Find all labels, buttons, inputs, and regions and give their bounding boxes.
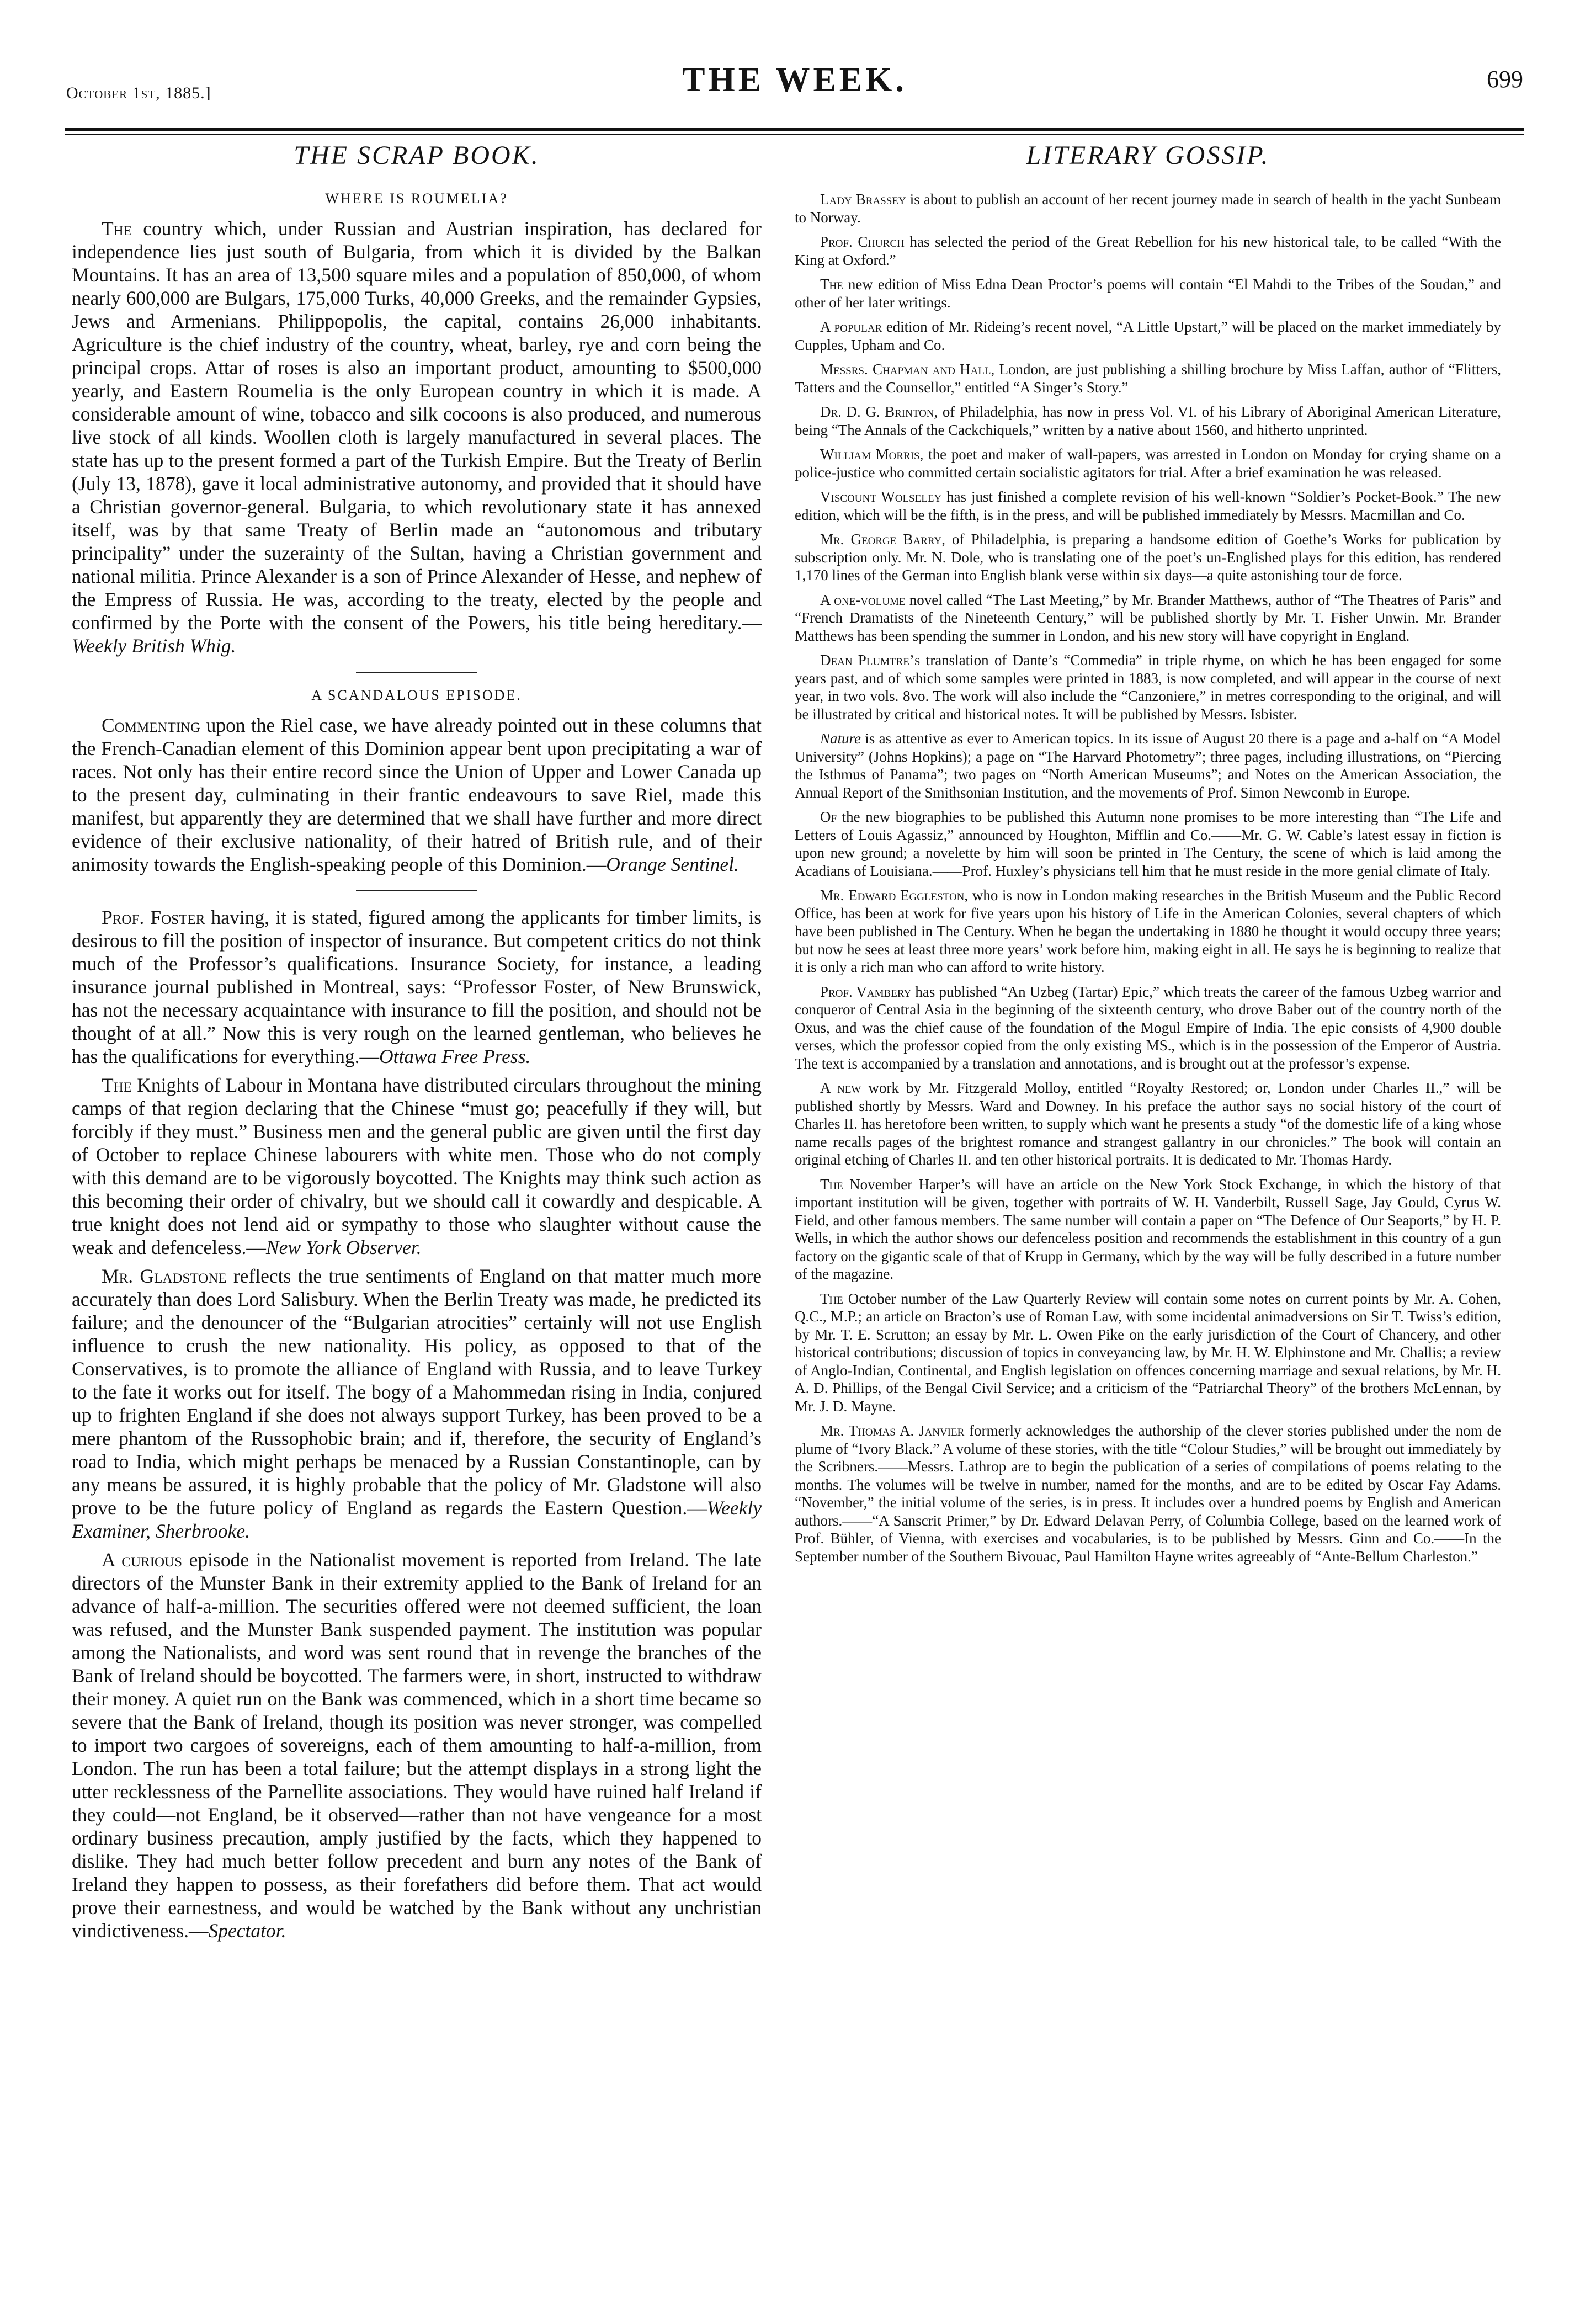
publication-title: THE WEEK. xyxy=(682,61,907,99)
gossip-item: Prof. Church has selected the period of the Great Rebellion for his new historical tale, to be called “With the King at Oxford.” xyxy=(795,233,1501,268)
separator-rule xyxy=(356,672,477,673)
scrap-book-column xyxy=(72,138,762,2279)
article-heading-roumelia: WHERE IS ROUMELIA? xyxy=(325,190,508,206)
article-roumelia: The country which, under Russian and Austrian inspiration, has declared for independence lies just south of Bulgaria, from which it is divided by the Balkan Mountains. It has an area of 13,500 square miles and a population of 850,000, of whom nearly 600,000 are Bulgars, 175,000 Turks, 40,000 Greeks, and the remainder Gypsies, Jews and Armenians. Philippopolis, the capital, contains 26,000 inhabitants. Agriculture is the chief industry of the country, wheat, barley, rye and corn being the principal crops. Attar of roses is also an important product, amounting to $500,000 yearly, and Eastern Roumelia is the only European country in which it is made. A considerable amount of wine, tobacco and silk cocoons is also produced, and numerous live stock of all kinds. Woollen cloth is largely manufactured in several places. The state has up to the present formed a part of the Turkish Empire. But the Treaty of Berlin (July 13, 1878), gave it local administrative autonomy, and provided that it should have a Christian governor-general. Bulgaria, to which revolutionary state it has annexed itself, was by that same Treaty of Berlin made an “autonomous and tributary principality” under the suzerainty of the Sultan, having a Christian government and national militia. Prince Alexander is a son of Prince Alexander of Hesse, and nephew of the Empress of Russia. He was, according to the treaty, elected by the people and confirmed by the Porte with the consent of the Powers, his title being hereditary.—Weekly British Whig. xyxy=(72,217,762,657)
gossip-item: The October number of the Law Quarterly Review will contain some notes on current points by Mr. A. Cohen, Q.C., M.P.; an article on Bracton’s use of Roman Law, with some incidental animadversions on Sir T. Twiss’s edition, by Mr. T. E. Scrutton; an essay by Mr. L. Owen Pike on the early jurisdiction of the Court of Chancery, and other historical contributions; discussion of topics in conveyancing law, by Mr. H. W. Elphinstone and Mr. Challis; a review of Anglo-Indian, Continental, and English legislation on offences concerning marriage and sexual relations, by Mr. H. A. D. Phillips, of the Bengal Civil Service; and a criticism of the “Patriarchal Theory” of the brothers McLennan, by Mr. J. D. Mayne. xyxy=(795,1290,1501,1415)
gossip-item: Mr. Edward Eggleston, who is now in London making researches in the British Museum and the Public Record Office, has been at work for five years upon his history of Life in the American Colonies, several chapters of which have been published in The Century. When he began the undertaking in 1880 he thought it would occupy three years; but now he sees at least three more years’ work before him, making eight in all. He says he is beginning to realize that it is only a rich man who can afford to write history. xyxy=(795,887,1501,975)
page-header xyxy=(66,61,1523,121)
article-knights-of-labour: The Knights of Labour in Montana have distributed circulars throughout the mining camps of that region declaring that the Chinese “must go; peacefully if they will, but forcibly if they must.” Business men and the general public are given until the first day of October to replace Chinese labourers with white men. Those who do not comply with this demand are to be vigorously boycotted. The Knights may think such action as this becoming their order of chivalry, but we should call it cowardly and despicable. A true knight does not lend aid or sympathy to those who slaughter without cause the weak and defenceless.—New York Observer. xyxy=(72,1074,762,1258)
article-gladstone: Mr. Gladstone reflects the true sentiments of England on that matter much more accurately than does Lord Salisbury. When the Berlin Treaty was made, he predicted its failure; and the denouncer of the “Bulgarian atrocities” certainly will not use English influence to crush the new nationality. His policy, as opposed to that of the Conservatives, is to promote the alliance of England with Russia, and to leave Turkey to the fate it works out for itself. The bogy of a Mahommedan rising in India, conjured up to frighten England if she does not always support Turkey, has been proved to be a mere phantom of the Russophobic brain; and if, therefore, the security of England’s road to India, which might perhaps be menaced by a Russian Constantinople, can by any means be assured, it is highly probable that the policy of Mr. Gladstone will also prove to be the future policy of England as regards the Eastern Question.—Weekly Examiner, Sherbrooke. xyxy=(72,1265,762,1542)
gossip-item: Dean Plumtre’s translation of Dante’s “Commedia” in triple rhyme, on which he has been engaged for some years past, and of which some samples were printed in 1883, is now completed, and will appear in the course of next year, in two vols. 8vo. The work will also include the “Canzoniere,” in metres corresponding to the original, and will be illustrated by critical and historical notes. It will be published by Messrs. Isbister. xyxy=(795,652,1501,722)
scrap-book-title: THE SCRAP BOOK. xyxy=(294,141,540,170)
gossip-item: Lady Brassey is about to publish an account of her recent journey made in search of health in the yacht Sunbeam to Norway. xyxy=(795,191,1501,226)
gossip-item: Nature is as attentive as ever to American topics. In its issue of August 20 there is a page and a-half on “A Model University” (Johns Hopkins); a page on “The Harvard Photometry”; three pages, including illustrations, on “Piercing the Isthmus of Panama”; two pages on “North American Museums”; and Notes on the American Association, the Annual Report of the Smithsonian Institution, and the movements of Prof. Simon Newcomb in Europe. xyxy=(795,730,1501,801)
gossip-item: The new edition of Miss Edna Dean Proctor’s poems will contain “El Mahdi to the Tribes of the Soudan,” and other of her later writings. xyxy=(795,276,1501,311)
gossip-item: Of the new biographies to be published this Autumn none promises to be more interesting than “The Life and Letters of Louis Agassiz,” announced by Houghton, Mifflin and Co.——Mr. G. W. Cable’s latest essay in fiction is upon new ground; a novelette by him will soon be printed in The Century, the scene of which is laid among the Acadians of Louisiana.——Prof. Huxley’s physicians tell him that he must reside in the more genial climate of Italy. xyxy=(795,809,1501,879)
gossip-item: William Morris, the poet and maker of wall-papers, was arrested in London on Monday for crying shame on a police-justice who committed certain socialistic agitators for trial. After a brief examination he was released. xyxy=(795,446,1501,481)
gossip-item: Mr. George Barry, of Philadelphia, is preparing a handsome edition of Goethe’s Works for publication by subscription only. Mr. N. Dole, who is translating one of the poet’s un-Englished plays for this edition, has rendered 1,170 lines of the German into English blank verse within six days—a quite astonishing tour de force. xyxy=(795,531,1501,583)
gossip-item: Prof. Vambery has published “An Uzbeg (Tartar) Epic,” which treats the career of the famous Uzbeg warrior and conqueror of Central Asia in the beginning of the sixteenth century, who drove Baber out of the country north of the Oxus, and was the chief cause of the foundation of the Mogul Empire of India. The epic consists of 4,900 double verses, which the professor copied from the only existing MS., which is in the possession of the Emperor of Austria. The text is accompanied by a translation and annotations, and is brought out at the professor’s expense. xyxy=(795,983,1501,1072)
gossip-item: A popular edition of Mr. Rideing’s recent novel, “A Little Upstart,” will be placed on the market immediately by Cupples, Upham and Co. xyxy=(795,318,1501,353)
gossip-item: Mr. Thomas A. Janvier formerly acknowledges the authorship of the clever stories published under the nom de plume of “Ivory Black.” A volume of these stories, with the title “Colour Studies,” will be brought out immediately by the Scribners.——Messrs. Lathrop are to begin the publication of a series of compilations of poems relating to the months. The volumes will be twelve in number, named for the months, and are to be edited by Oscar Fay Adams. “November,” the initial volume of the series, is in press. It includes over a hundred poems by English and American authors.——“A Sanscrit Primer,” by Dr. Edward Delavan Perry, of Columbia College, based on the learned work of Prof. Bühler, of Vienna, with exercises and vocabularies, is to be published by Messrs. Ginn and Co.——In the September number of the Southern Bivouac, Paul Hamilton Hayne writes agreeably of “Ante-Bellum Charleston.” xyxy=(795,1422,1501,1565)
issue-date: October 1st, 1885.] xyxy=(66,84,211,102)
gossip-item: A new work by Mr. Fitzgerald Molloy, entitled “Royalty Restored; or, London under Charles II.,” will be published shortly by Messrs. Ward and Downey. In his preface the author says no social history of the court of Charles II. has heretofore been written, to supply which want he presents a study “of the domestic life of a king whose name recalls pages of the brightest romance and strangest gallantry in our chronicles.” The book will contain an original etching of Charles II. and ten other historical portraits. It is dedicated to Mr. Thomas Hardy. xyxy=(795,1080,1501,1168)
gossip-item: Messrs. Chapman and Hall, London, are just publishing a shilling brochure by Miss Laffan, author of “Flitters, Tatters and the Counsellor,” entitled “A Singer’s Story.” xyxy=(795,361,1501,396)
header-rule-thin xyxy=(65,134,1524,135)
article-munster-bank: A curious episode in the Nationalist movement is reported from Ireland. The late directors of the Munster Bank in their extremity applied to the Bank of Ireland for an advance of half-a-million. The securities offered were not deemed sufficient, the loan was refused, and the Munster Bank suspended payment. The institution was popular among the Nationalists, and word was sent round that in revenge the branches of the Bank of Ireland should be boycotted. The farmers were, in short, instructed to withdraw their money. A quiet run on the Bank was commenced, which in a short time became so severe that the Bank of Ireland, though its position was never stronger, was compelled to import two cargoes of sovereigns, each of them amounting to half-a-million, from London. The run has been a total failure; but the attempt displays in a strong light the utter recklessness of the Parnellite associations. They would have ruined half Ireland if they could—not England, be it observed—rather than not have vengeance for a most ordinary business precaution, amply justified by the facts, which they happened to dislike. They had much better follow precedent and burn any notes of the Bank of Ireland they happen to possess, as their forefathers did before them. That act would prove their earnestness, and would be watched by the Bank without any unchristian vindictiveness.—Spectator. xyxy=(72,1549,762,1942)
separator-rule xyxy=(356,890,477,891)
literary-gossip-column xyxy=(795,138,1501,2279)
literary-gossip-title: LITERARY GOSSIP. xyxy=(1026,141,1270,170)
article-heading-scandalous: A SCANDALOUS EPISODE. xyxy=(311,687,522,703)
page-number: 699 xyxy=(1487,66,1523,93)
article-scandalous-episode: Commenting upon the Riel case, we have already pointed out in these columns that the French-Canadian element of this Dominion appear bent upon precipitating a war of races. Not only has their entire record since the Union of Upper and Lower Canada up to the present day, culminating in their frantic endeavours to save Riel, made this manifest, but apparently they are determined that we shall have further and more direct evidence of their exclusive nationality, of their hatred of British rule, and of their animosity towards the English-speaking people of this Dominion.—Orange Sentinel. xyxy=(72,714,762,875)
header-rule-thick xyxy=(65,128,1524,131)
gossip-item: The November Harper’s will have an article on the New York Stock Exchange, in which the history of that important institution will be given, together with portraits of W. H. Vanderbilt, Russell Sage, Jay Gould, Cyrus W. Field, and other famous members. The same number will contain a paper on “The Defence of Our Seaports,” by H. P. Wells, in which the author shows our defenceless position and recommends the establishment in this country of a gun factory on the gigantic scale of that of Krupp in Germany, which by the way will be fully described in a future number of the magazine. xyxy=(795,1176,1501,1282)
gossip-item: Dr. D. G. Brinton, of Philadelphia, has now in press Vol. VI. of his Library of Aboriginal American Literature, being “The Annals of the Cackchiquels,” written by a native about 1560, and hitherto unprinted. xyxy=(795,403,1501,438)
article-prof-foster: Prof. Foster having, it is stated, figured among the applicants for timber limits, is desirous to fill the position of inspector of insurance. But competent critics do not think much of the Professor’s qualifications. Insurance Society, for instance, a leading insurance journal published in Montreal, says: “Professor Foster, of New Brunswick, has not the necessary acquaintance with insurance to fill the position, and should not be thought of at all.” Now this is very rough on the learned gentleman, who believes he has the qualifications for everything.—Ottawa Free Press. xyxy=(72,906,762,1067)
gossip-item: Viscount Wolseley has just finished a complete revision of his well-known “Soldier’s Pocket-Book.” The new edition, which will be the fifth, is in the press, and will be published immediately by Messrs. Macmillan and Co. xyxy=(795,488,1501,523)
gossip-item: A one-volume novel called “The Last Meeting,” by Mr. Brander Matthews, author of “The Theatres of Paris” and “French Dramatists of the Nineteenth Century,” will be published shortly by Mr. T. Fisher Unwin. Mr. Brander Matthews has been spending the summer in London, and his new story will have copyright in England. xyxy=(795,591,1501,644)
